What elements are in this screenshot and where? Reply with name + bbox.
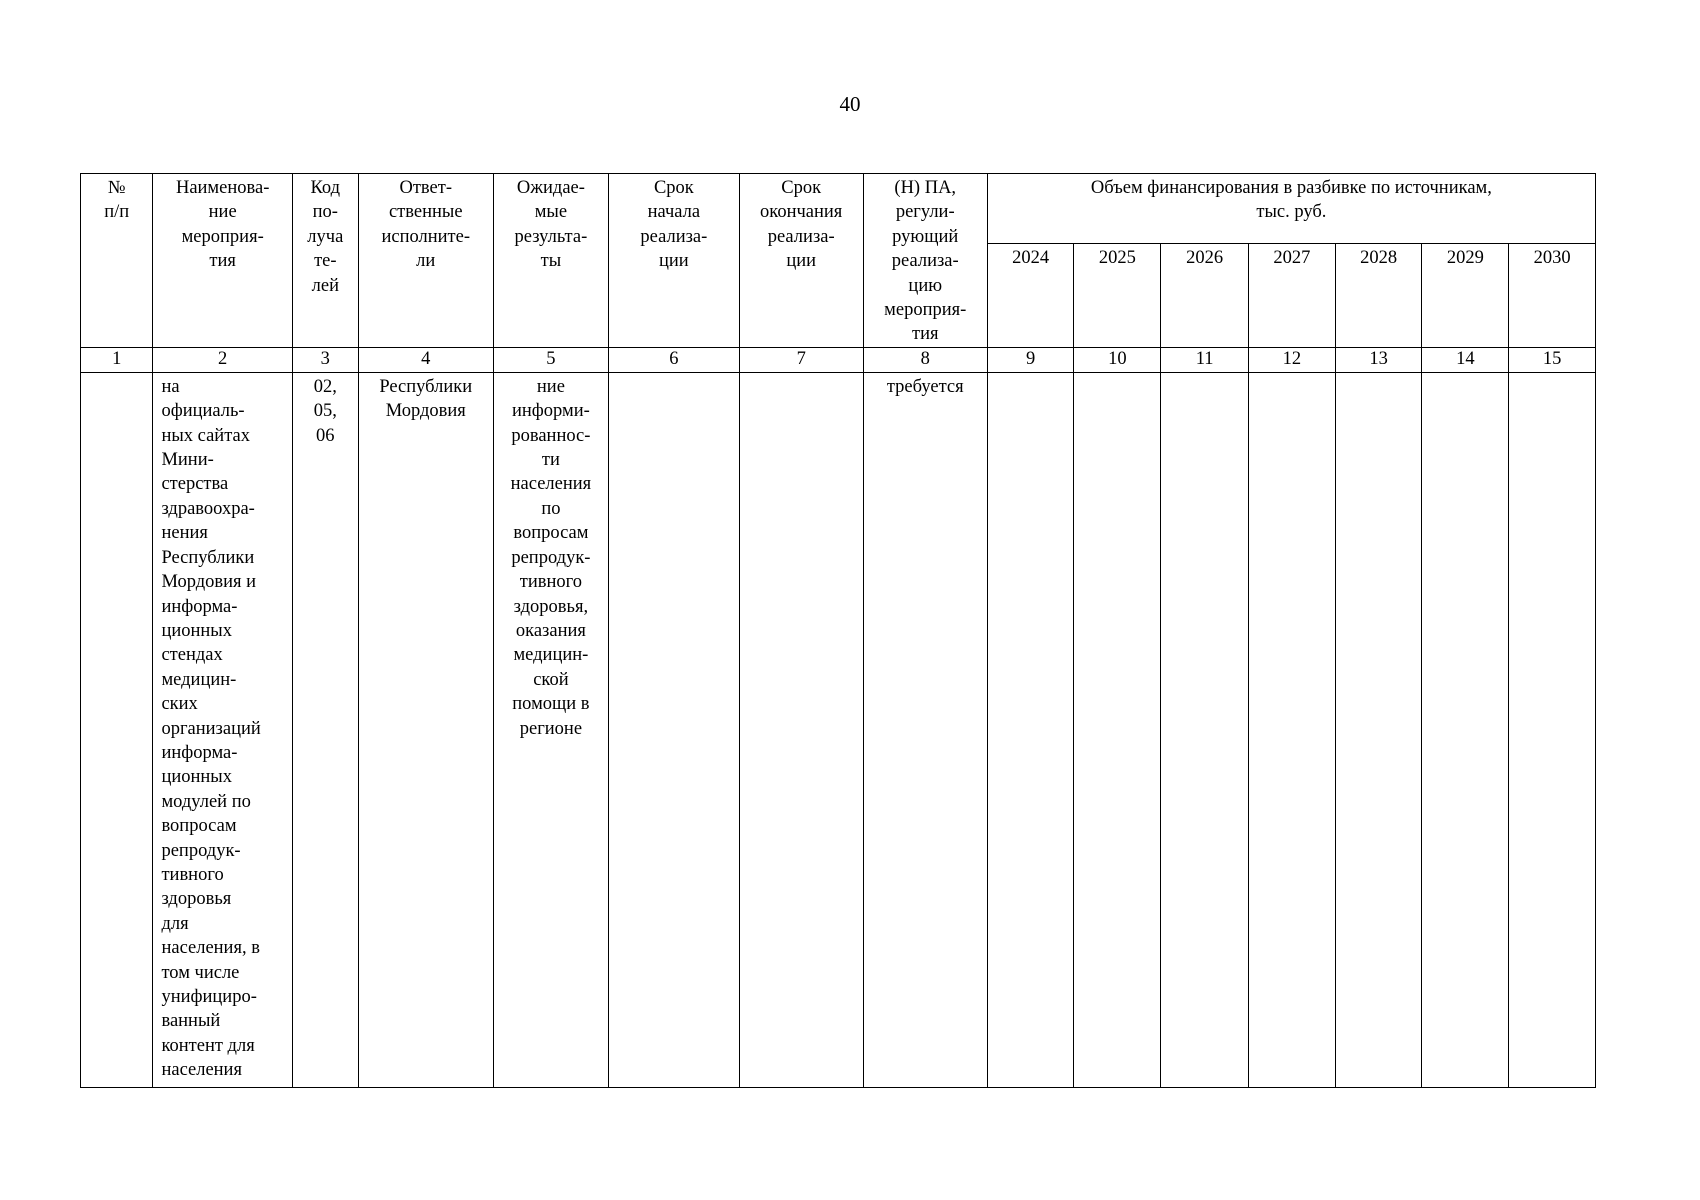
column-number: 9 (987, 347, 1074, 372)
header-row (81, 174, 1596, 244)
cell-financing-2029 (1422, 372, 1509, 1087)
header-end-date: Срок окончания реализа- ции (739, 174, 863, 348)
header-year-2030: 2030 (1509, 244, 1596, 348)
column-number: 3 (292, 347, 358, 372)
column-number: 15 (1509, 347, 1596, 372)
column-number: 6 (609, 347, 740, 372)
cell-financing-2025 (1074, 372, 1161, 1087)
column-number: 12 (1249, 347, 1336, 372)
header-number: № п/п (81, 174, 153, 348)
table-row (81, 372, 1596, 1087)
header-year-2028: 2028 (1335, 244, 1422, 348)
cell-financing-2030 (1509, 372, 1596, 1087)
header-year-2027: 2027 (1249, 244, 1336, 348)
header-recipient-code: Код по- луча те- лей (292, 174, 358, 348)
column-number: 7 (739, 347, 863, 372)
header-event-name: Наименова- ние мероприя- тия (153, 174, 292, 348)
column-number: 4 (358, 347, 493, 372)
header-regulating-act: (Н) ПА, регули- рующий реализа- цию мероприя- тия (863, 174, 987, 348)
cell-expected-results: ние информи- рованнос- ти населения по вопросам репродук- тивного здоровья, оказания медицин- ской помощи в регионе (493, 372, 608, 1087)
cell-number (81, 372, 153, 1087)
cell-regulating-act: требуется (863, 372, 987, 1087)
cell-responsible: Республики Мордовия (358, 372, 493, 1087)
cell-financing-2028 (1335, 372, 1422, 1087)
header-responsible: Ответ- ственные исполните- ли (358, 174, 493, 348)
cell-recipient-code: 02, 05, 06 (292, 372, 358, 1087)
header-year-2026: 2026 (1161, 244, 1249, 348)
cell-event-name: на официаль- ных сайтах Мини- стерства здравоохра- нения Республики Мордовия и информа- ционных стендах медицин- ских организаций информа- ционных модулей по вопросам репродук- тивного здоровья для населения, в том числе унифициро- ванный контент для населения (153, 372, 292, 1087)
cell-financing-2026 (1161, 372, 1249, 1087)
header-year-2025: 2025 (1074, 244, 1161, 348)
header-expected-results: Ожидае- мые результа- ты (493, 174, 608, 348)
cell-financing-2024 (987, 372, 1074, 1087)
column-number: 5 (493, 347, 608, 372)
header-year-2024: 2024 (987, 244, 1074, 348)
column-number: 13 (1335, 347, 1422, 372)
page-number: 40 (839, 92, 861, 116)
column-number: 8 (863, 347, 987, 372)
header-year-2029: 2029 (1422, 244, 1509, 348)
cell-end-date (739, 372, 863, 1087)
cell-start-date (609, 372, 740, 1087)
cell-financing-2027 (1249, 372, 1336, 1087)
column-number: 2 (153, 347, 292, 372)
header-start-date: Срок начала реализа- ции (609, 174, 740, 348)
header-financing-volume: Объем финансирования в разбивке по источникам, тыс. руб. (987, 174, 1595, 244)
program-table (80, 173, 1596, 1088)
column-number: 1 (81, 347, 153, 372)
column-number: 10 (1074, 347, 1161, 372)
column-number: 11 (1161, 347, 1249, 372)
column-numbers-row (81, 347, 1596, 372)
column-number: 14 (1422, 347, 1509, 372)
